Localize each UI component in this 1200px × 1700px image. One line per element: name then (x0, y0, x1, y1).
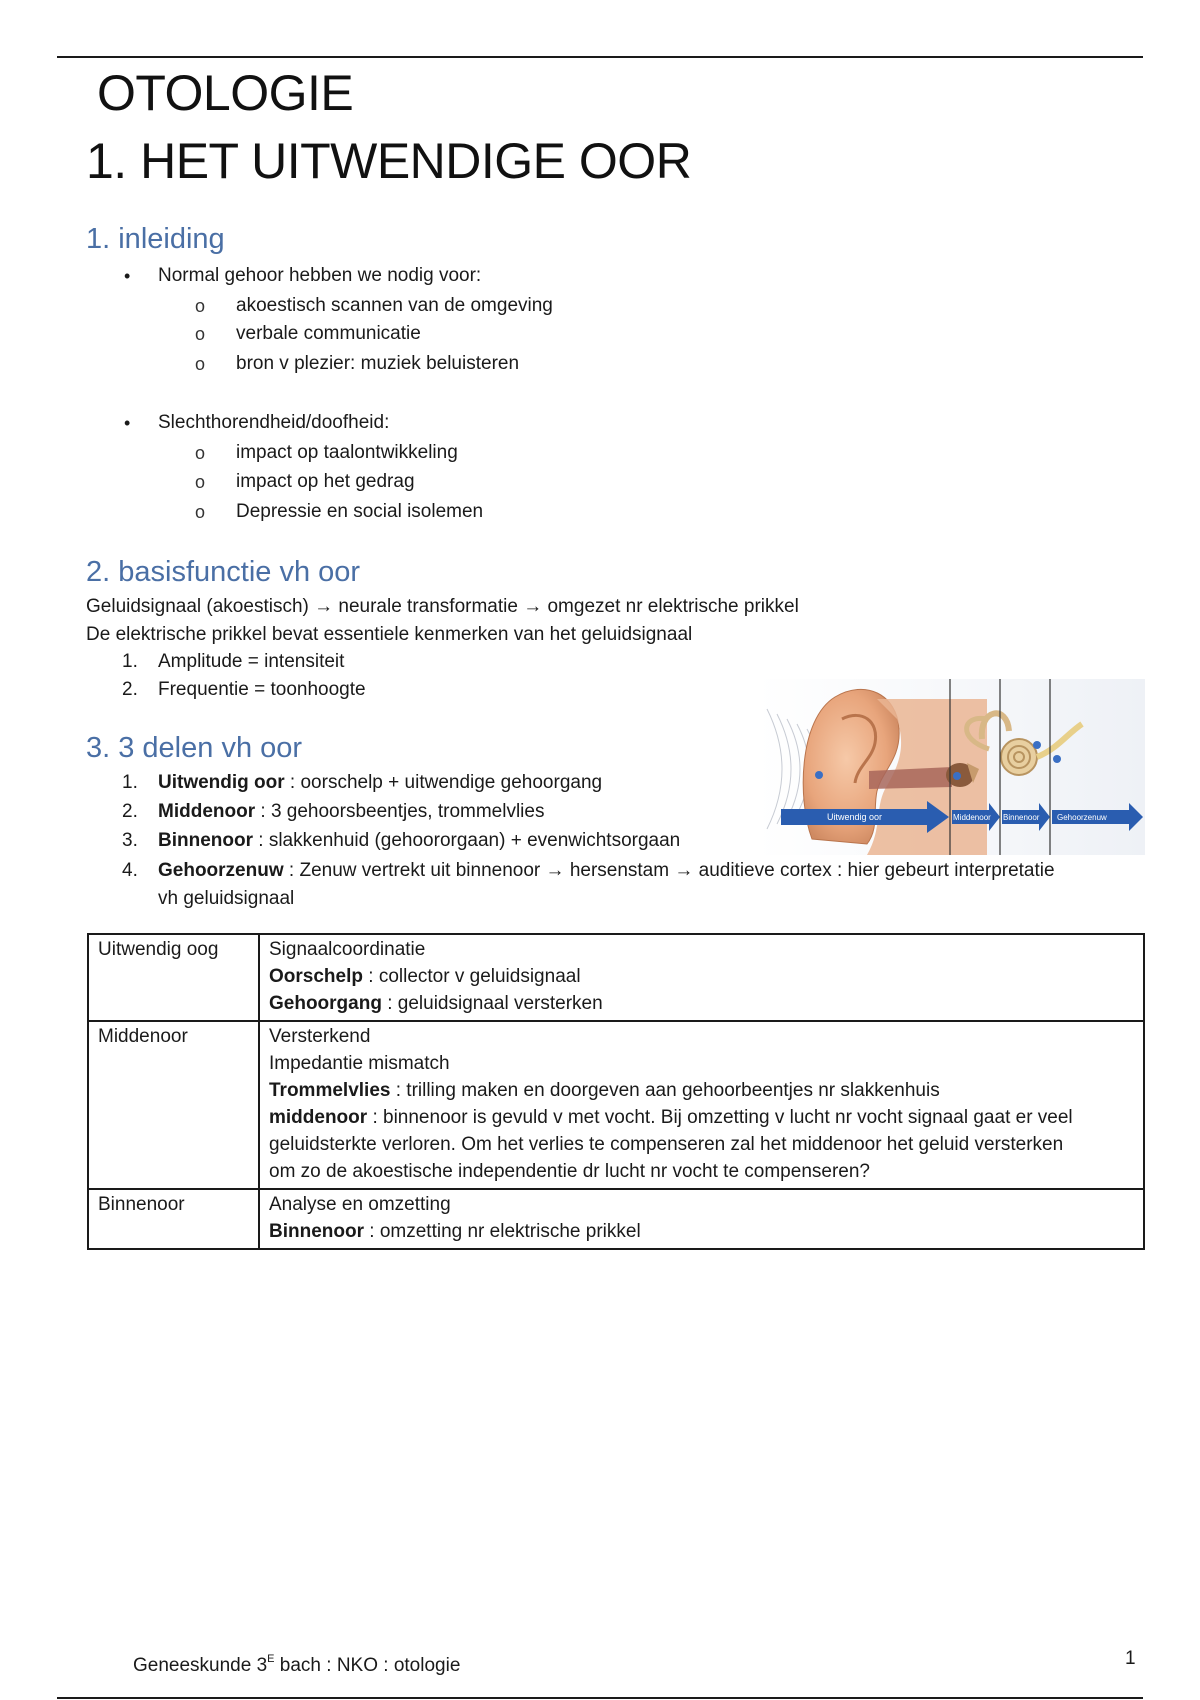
page-number: 1 (1125, 1648, 1136, 1669)
term-description: : 3 gehoorsbeentjes, trommelvlies (255, 801, 545, 822)
list-subitem: impact op het gedrag (236, 471, 415, 492)
table-row (88, 1021, 1144, 1189)
list-number: 2. (122, 679, 138, 700)
list-subitem: bron v plezier: muziek beluisteren (236, 353, 520, 374)
cell-line: Signaalcoordinatie (269, 939, 426, 960)
cell-line: om zo de akoestische independentie dr lucht nr vocht te compenseren? (269, 1161, 870, 1182)
list-number: 1. (122, 772, 138, 793)
list-subitem: impact op taalontwikkeling (236, 442, 458, 463)
list-item: Amplitude = intensiteit (158, 651, 345, 672)
cell-line: Impedantie mismatch (269, 1053, 450, 1074)
circle-bullet-icon: o (195, 354, 206, 374)
circle-bullet-icon: o (195, 472, 206, 492)
list-item (158, 858, 1055, 884)
list-subitem: verbale communicatie (236, 323, 421, 344)
term: Gehoorzenuw (158, 860, 284, 881)
term-description: : oorschelp + uitwendige gehoorgang (284, 772, 603, 793)
paragraph-line: De elektrische prikkel bevat essentiele kenmerken van het geluidsignaal (86, 624, 693, 645)
cell-line: middenoor : binnenoor is gevuld v met vocht. Bij omzetting v lucht nr vocht signaal gaat er veel (269, 1107, 1073, 1128)
list-number: 2. (122, 801, 138, 822)
table-cell-content (259, 934, 1144, 1021)
list-subitem: Depressie en social isolemen (236, 501, 484, 522)
circle-bullet-icon: o (195, 502, 206, 522)
term: Binnenoor (158, 830, 253, 851)
arrow-label: Middenoor (953, 813, 991, 822)
circle-bullet-icon: o (195, 443, 206, 463)
document-title: OTOLOGIE (97, 65, 354, 121)
ear-anatomy-illustration (757, 679, 1145, 855)
term: Middenoor (158, 801, 256, 822)
footer-rule (57, 1697, 1143, 1699)
section-heading-delen: 3. 3 delen vh oor (86, 732, 303, 764)
ear-anatomy-figure (757, 679, 1145, 855)
list-item: Normal gehoor hebben we nodig voor: (158, 265, 482, 286)
section-heading-basisfunctie: 2. basisfunctie vh oor (86, 556, 361, 588)
section-heading-inleiding: 1. inleiding (86, 223, 225, 255)
arrow-label: Binnenoor (1003, 813, 1040, 822)
list-number: 4. (122, 860, 138, 881)
circle-bullet-icon: o (195, 324, 206, 344)
header-rule (57, 56, 1143, 58)
list-subitem: akoestisch scannen van de omgeving (236, 295, 553, 316)
chapter-title: 1. HET UITWENDIGE OOR (86, 133, 692, 189)
table-row (88, 934, 1144, 1021)
cell-line: Gehoorgang : geluidsignaal versterken (269, 993, 603, 1014)
list-item: Frequentie = toonhoogte (158, 679, 366, 700)
paragraph-line: Geluidsignaal (akoestisch) → neurale transformatie → omgezet nr elektrische prikkel (86, 596, 799, 617)
table-cell-label: Middenoor (88, 1021, 259, 1189)
list-number: 3. (122, 830, 138, 851)
footer-course-label: Geneeskunde $3^E$ bach : NKO : otologie (133, 1653, 461, 1676)
ear-parts-table (87, 933, 1145, 1250)
term: Uitwendig oor (158, 772, 285, 793)
cell-line: Binnenoor : omzetting nr elektrische prikkel (269, 1221, 641, 1242)
bullet-icon: • (124, 266, 131, 286)
cell-line: Oorschelp : collector v geluidsignaal (269, 966, 581, 987)
term-description: : Zenuw vertrekt uit binnenoor → hersenstam → auditieve cortex : hier gebeurt interpretatie (283, 860, 1055, 881)
list-item: Slechthorendheid/doofheid: (158, 412, 390, 433)
cell-line: Versterkend (269, 1026, 371, 1047)
list-item-continuation: vh geluidsignaal (158, 888, 295, 909)
arrow-label: Uitwendig oor (827, 812, 883, 822)
list-item (158, 828, 680, 854)
cell-line: Trommelvlies : trilling maken en doorgeven aan gehoorbeentjes nr slakkenhuis (269, 1080, 940, 1101)
cell-line: Analyse en omzetting (269, 1194, 451, 1215)
arrow-label: Gehoorzenuw (1057, 813, 1107, 822)
list-number: 1. (122, 651, 138, 672)
table-cell-label: Binnenoor (88, 1189, 259, 1249)
list-item (158, 770, 602, 796)
circle-bullet-icon: o (195, 296, 206, 316)
list-item (158, 799, 544, 825)
table-cell-content (259, 1021, 1144, 1189)
term-description: : slakkenhuid (gehoororgaan) + evenwichtsorgaan (253, 830, 681, 851)
table-cell-content (259, 1189, 1144, 1249)
cell-line: geluidsterkte verloren. Om het verlies te compenseren zal het middenoor het geluid versterken (269, 1134, 1064, 1155)
bullet-icon: • (124, 413, 131, 433)
table-cell-label: Uitwendig oog (88, 934, 259, 1021)
table-row (88, 1189, 1144, 1249)
